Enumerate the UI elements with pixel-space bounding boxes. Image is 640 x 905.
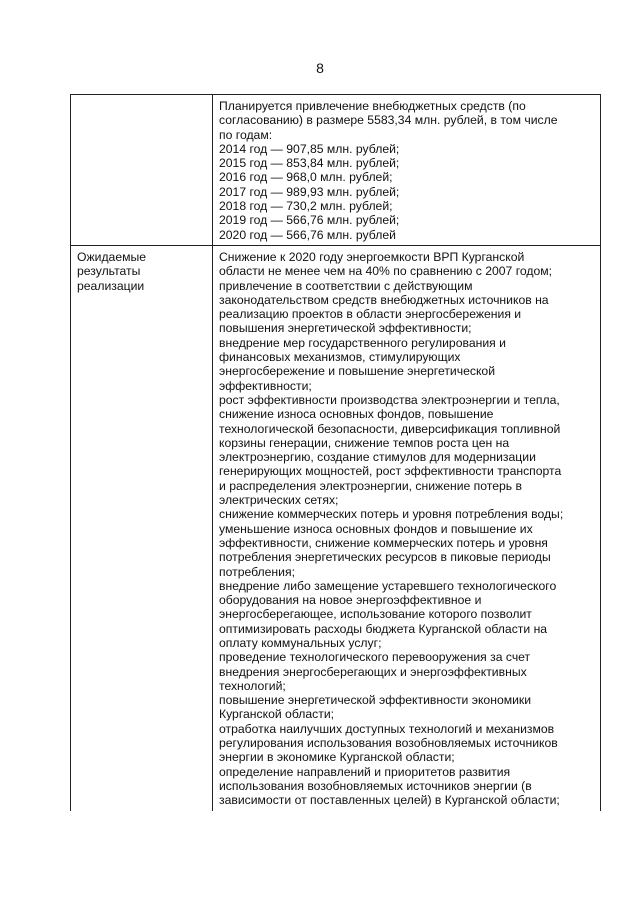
table-row-funding — [71, 95, 601, 246]
text-line: потребления энергетических ресурсов в пиковые периоды — [219, 550, 551, 565]
text-line: повышения энергетической эффективности; — [219, 321, 472, 336]
text-line: зависимости от поставленных целей) в Курганской области; — [219, 793, 560, 808]
row-label-line: реализации — [77, 278, 145, 293]
text-line: оборудования на новое энергоэффективное и — [219, 593, 482, 608]
text-line: отработка наилучших доступных технологий и механизмов — [219, 721, 555, 736]
text-line: 2018 год — 730,2 млн. рублей; — [219, 199, 393, 214]
text-line: снижение износа основных фондов, повышение — [219, 407, 494, 422]
text-line: проведение технологического перевооружения за счет — [219, 650, 531, 665]
row-label-line: Ожидаемые — [77, 249, 147, 264]
text-line: Курганской области; — [219, 707, 335, 722]
row-content-cell — [213, 245, 601, 810]
text-line: эффективности, снижение коммерческих потерь и уровня — [219, 535, 548, 550]
text-line: рост эффективности производства электроэнергии и тепла, — [219, 392, 560, 407]
text-line: снижение коммерческих потерь и уровня потребления воды; — [219, 507, 564, 522]
text-line: привлечение в соответствии с действующим — [219, 278, 473, 293]
text-line: 2015 год — 853,84 млн. рублей; — [219, 156, 400, 171]
text-line: оплату коммунальных услуг; — [219, 635, 382, 650]
row-label-line: результаты — [77, 264, 141, 279]
text-line: технологий; — [219, 678, 286, 693]
row-content-cell — [213, 95, 601, 246]
text-line: области не менее чем на 40% по сравнению с 2007 годом; — [219, 264, 553, 279]
text-line: определение направлений и приоритетов развития — [219, 764, 511, 779]
page-number: 8 — [316, 60, 324, 76]
text-line: по годам: — [219, 127, 273, 142]
text-line: повышение энергетической эффективности экономики — [219, 693, 532, 708]
text-line: электрических сетях; — [219, 493, 339, 508]
text-line: 2014 год — 907,85 млн. рублей; — [219, 141, 400, 156]
text-line: финансовых механизмов, стимулирующих — [219, 350, 461, 365]
text-line: уменьшение износа основных фондов и повышение их — [219, 521, 533, 536]
row-label-cell — [71, 95, 213, 246]
text-line: энергосбережение и повышение энергетической — [219, 364, 496, 379]
text-line: внедрение мер государственного регулирования и — [219, 335, 506, 350]
text-line: реализацию проектов в области энергосбережения и — [219, 307, 522, 322]
program-passport-table — [70, 94, 601, 811]
text-line: генерирующих мощностей, рост эффективности транспорта — [219, 464, 562, 479]
text-line: 2016 год — 968,0 млн. рублей; — [219, 170, 393, 185]
text-line: 2017 год — 989,93 млн. рублей; — [219, 184, 400, 199]
text-line: внедрения энергосберегающих и энергоэффективных — [219, 664, 527, 679]
text-line: корзины генерации, снижение темпов роста цен на — [219, 435, 510, 450]
text-line: оптимизировать расходы бюджета Курганской области на — [219, 621, 548, 636]
text-line: энергосберегающее, использование которого позволит — [219, 607, 532, 622]
text-line: внедрение либо замещение устаревшего технологического — [219, 578, 557, 593]
text-line: 2020 год — 566,76 млн. рублей — [219, 227, 396, 242]
text-line: энергии в экономике Курганской области; — [219, 750, 455, 765]
text-line: использования возобновляемых источников энергии (в — [219, 778, 532, 793]
text-line: потребления; — [219, 564, 295, 579]
text-line: эффективности; — [219, 378, 312, 393]
text-line: согласованию) в размере 5583,34 млн. рублей, в том числе — [219, 113, 558, 128]
text-line: 2019 год — 566,76 млн. рублей; — [219, 213, 400, 228]
text-line: законодательством средств внебюджетных источников на — [219, 292, 549, 307]
text-line: электроэнергию, создание стимулов для модернизации — [219, 450, 536, 465]
row-label-cell — [71, 245, 213, 810]
text-line: регулирования использования возобновляемых источников — [219, 736, 558, 751]
text-line: и распределения электроэнергии, снижение потерь в — [219, 478, 523, 493]
text-line: технологической безопасности, диверсификация топливной — [219, 421, 561, 436]
text-line: Снижение к 2020 году энергоемкости ВРП Курганской — [219, 249, 525, 264]
text-line: Планируется привлечение внебюджетных средств (по — [219, 99, 526, 113]
table-row-expected-results — [71, 245, 601, 810]
